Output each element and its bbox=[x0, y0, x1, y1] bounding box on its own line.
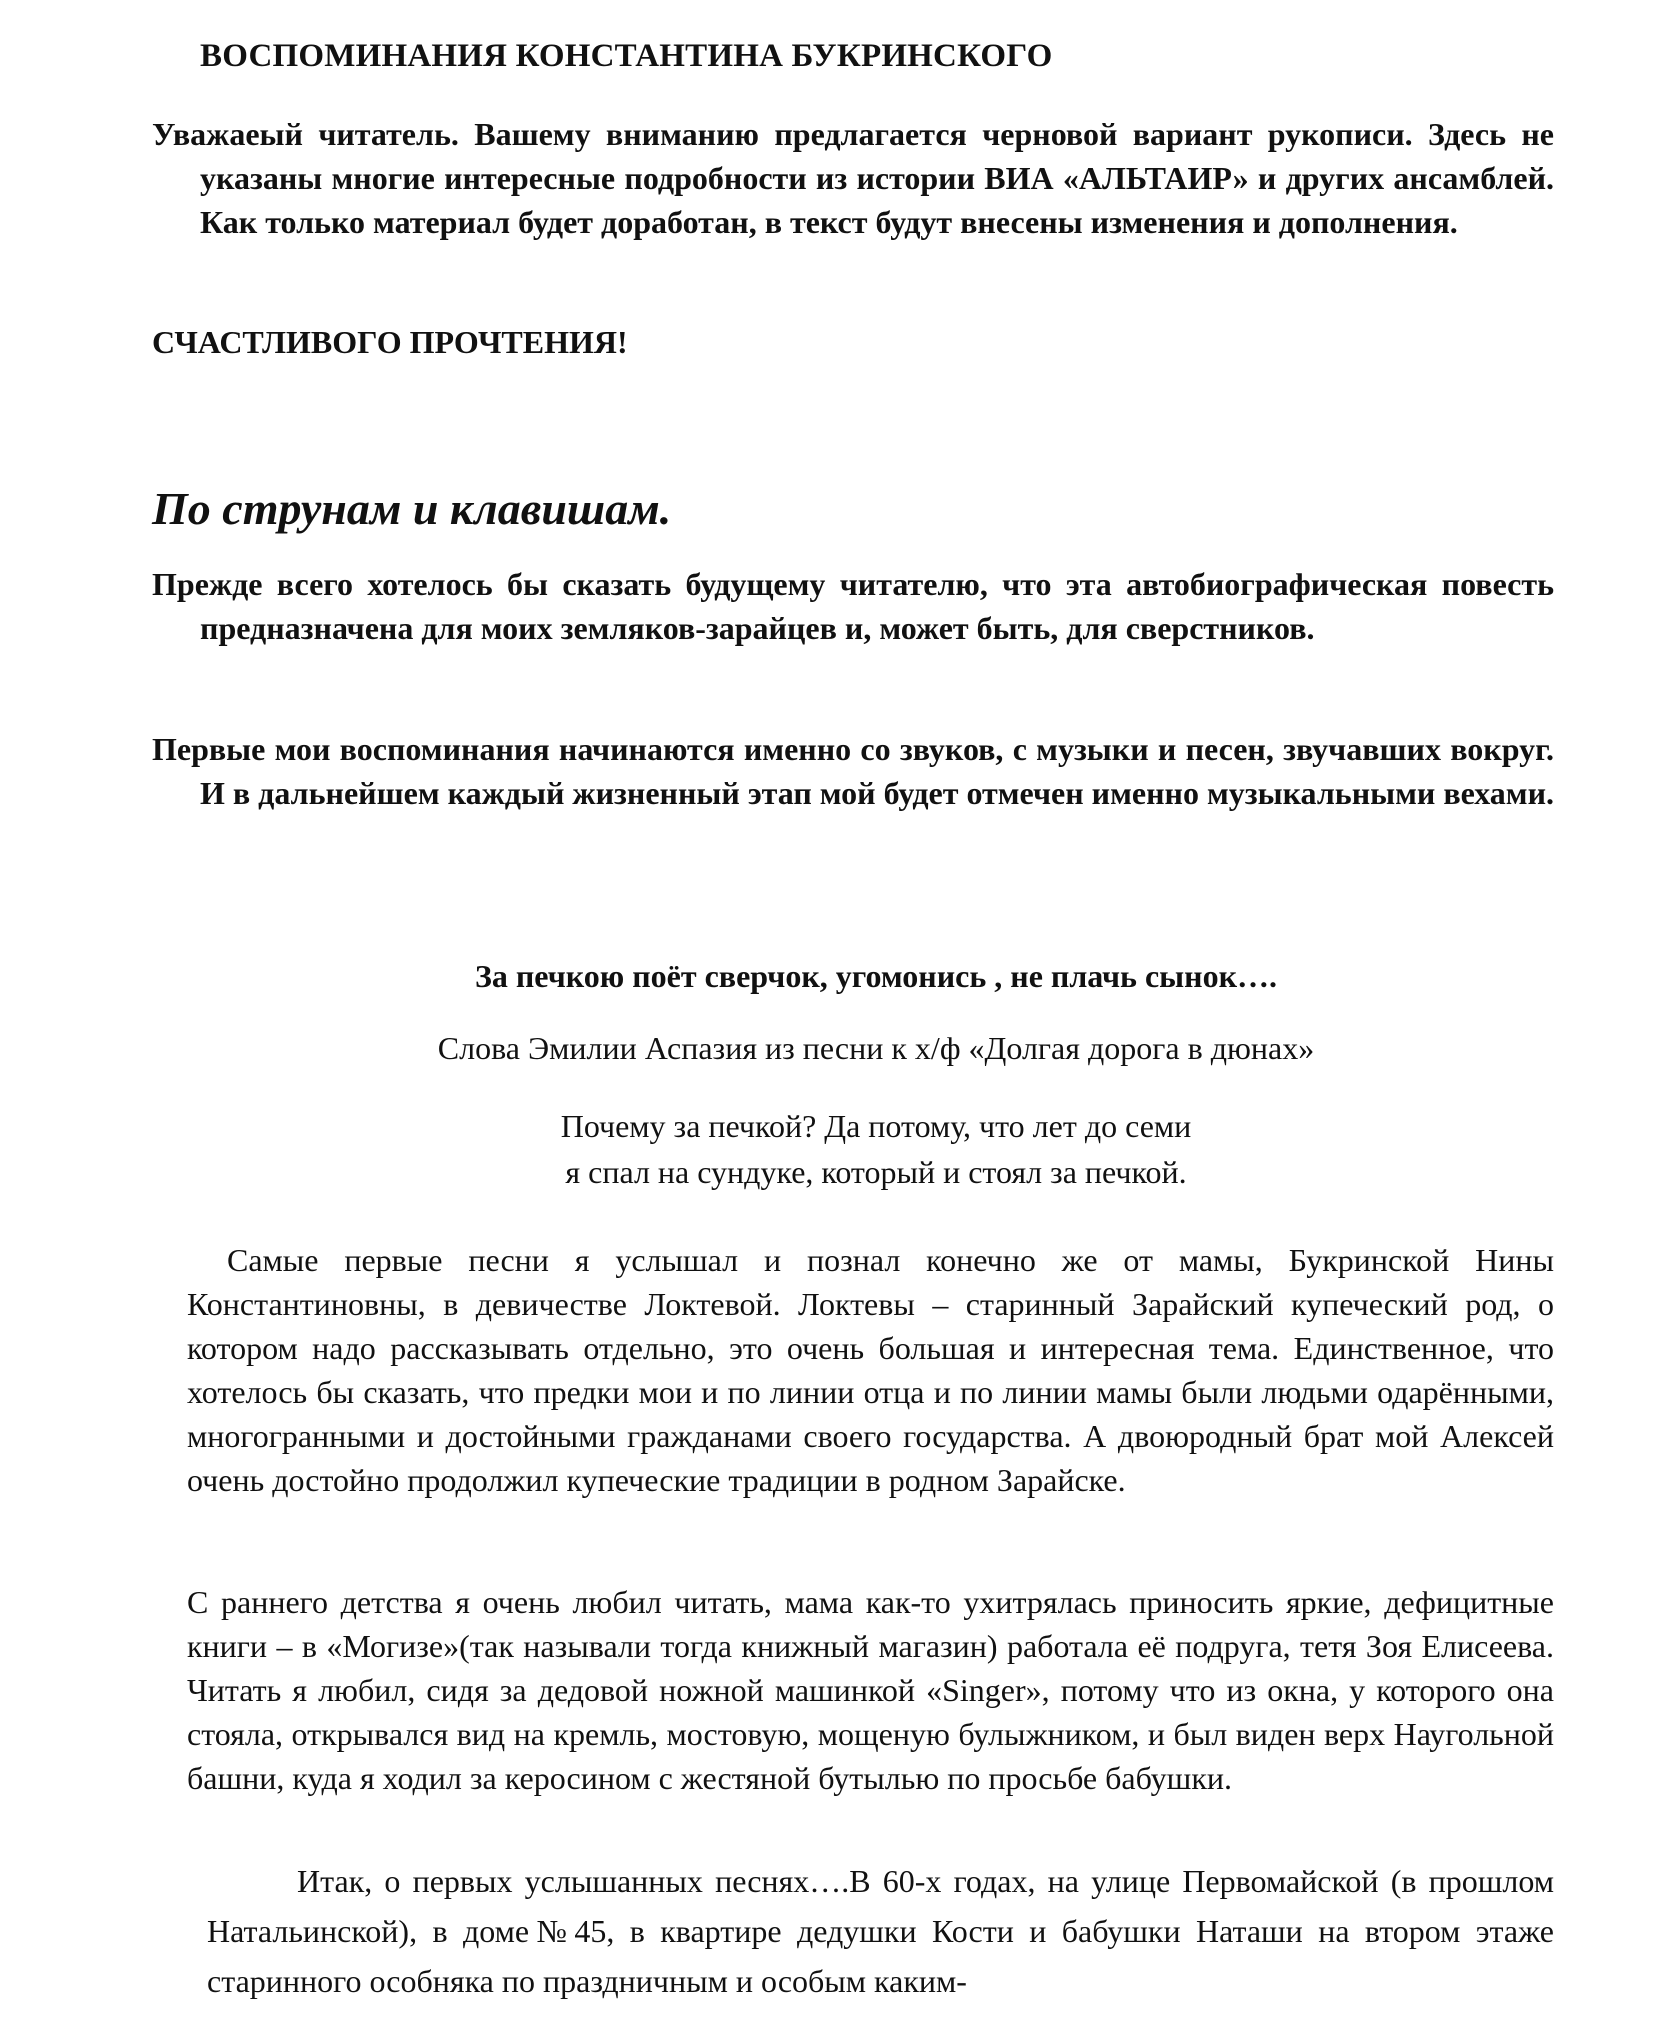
paragraph-audience: Прежде всего хотелось бы сказать будущему читателю, что эта автобиографическая повесть предназначена для моих земляков-зарайцев и, может быть, для сверстников. bbox=[152, 566, 1554, 646]
happy-reading-line: СЧАСТЛИВОГО ПРОЧТЕНИЯ! bbox=[152, 324, 628, 360]
epigraph-note-line-2: я спал на сундуке, который и стоял за печкой. bbox=[565, 1154, 1187, 1190]
intro-paragraph: Уважаеый читатель. Вашему вниманию предлагается черновой вариант рукописи. Здесь не указаны многие интересные подробности из истории ВИА «АЛЬТАИР» и других ансамблей. Как только материал будет доработан, в текст будут внесены изменения и дополнения. bbox=[152, 116, 1554, 240]
body-paragraph-reading: С раннего детства я очень любил читать, мама как-то ухитрялась приносить яркие, дефицитные книги – в «Могизе»(так называли тогда книжный магазин) работала её подруга, тетя Зоя Елисеева. Читать я любил, сидя за дедовой ножной машинкой «Singer», потому что из окна, у которого она стояла, открывался вид на кремль, мостовую, мощеную булыжником, и был виден верх Наугольной башни, куда я ходил за керосином с жестяной бутылью по просьбе бабушки. bbox=[187, 1584, 1554, 1796]
body-paragraph-first-songs: Итак, о первых услышанных песнях….В 60-х годах, на улице Первомайской (в прошлом Натальинской), в доме№45, в квартире дедушки Кости и бабушки Наташи на втором этаже старинного особняка по праздничным и особым каким- bbox=[207, 1863, 1554, 1999]
epigraph-note-line-1: Почему за печкой? Да потому, что лет до семи bbox=[560, 1108, 1192, 1144]
paragraph-first-memories: Первые мои воспоминания начинаются именно со звуков, с музыки и песен, звучавших вокруг. И в дальнейшем каждый жизненный этап мой будет отмечен именно музыкальными вехами. bbox=[152, 731, 1555, 811]
epigraph-source: Слова Эмилии Аспазия из песни к х/ф «Долгая дорога в дюнах» bbox=[437, 1030, 1315, 1066]
section-title: По струнам и клавишам. bbox=[152, 483, 672, 534]
body-paragraph-mother: Самые первые песни я услышал и познал конечно же от мамы, Букринской Нины Константиновны, в девичестве Локтевой. Локтевы – старинный Зарайский купеческий род, о котором надо рассказывать отдельно, это очень большая и интересная тема. Единственное, что хотелось бы сказать, что предки мои и по линии отца и по линии мамы были людьми одарёнными, многогранными и достойными гражданами своего государства. А двоюродный брат мой Алексей очень достойно продолжил купеческие традиции в родном Зарайске. bbox=[187, 1242, 1554, 1498]
epigraph-lyric: За печкою поёт сверчок, угомонись , не плачь сынок…. bbox=[474, 958, 1278, 994]
epigraph-note bbox=[376, 1103, 1376, 1195]
document-title: ВОСПОМИНАНИЯ КОНСТАНТИНА БУКРИНСКОГО bbox=[200, 38, 1053, 74]
